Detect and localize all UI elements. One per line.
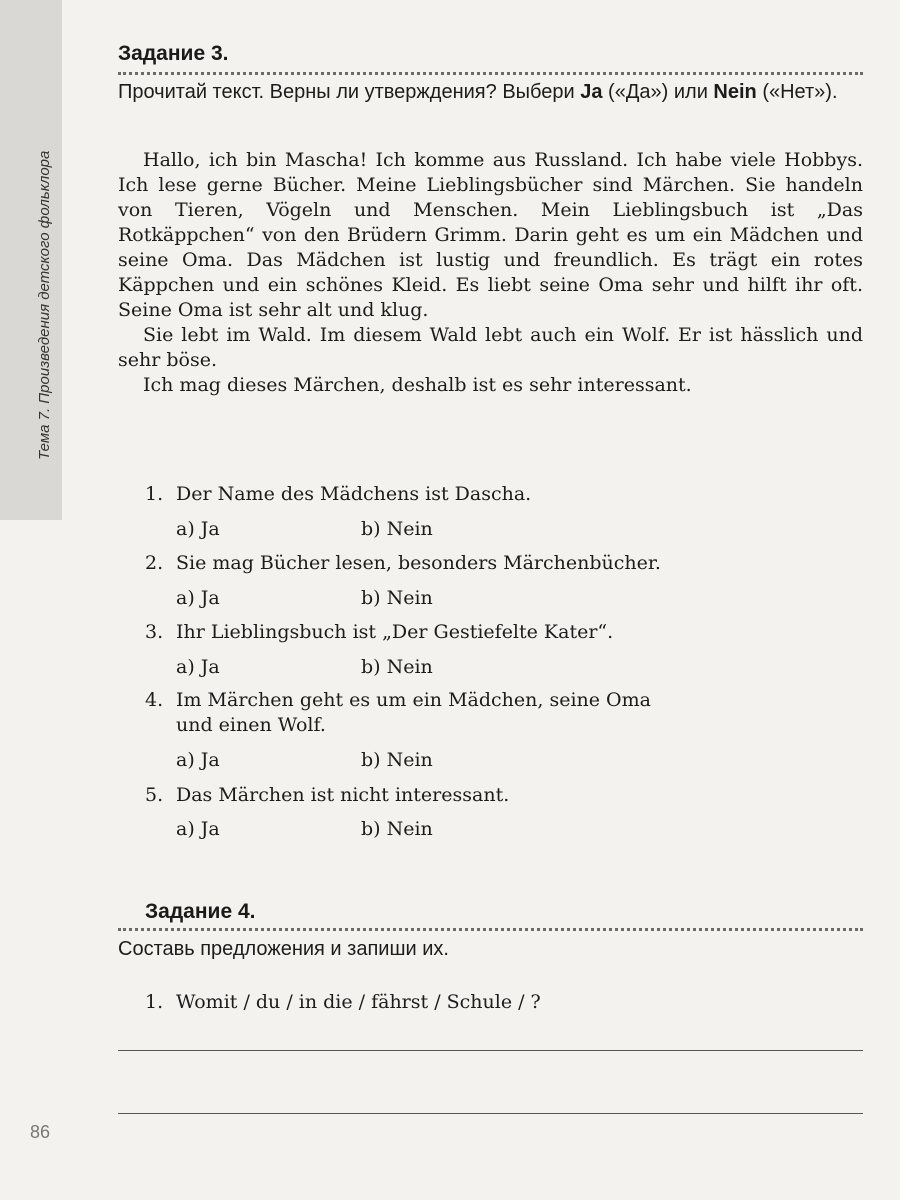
question-text: Das Märchen ist nicht interessant. [176, 784, 510, 806]
question-5 [145, 783, 865, 808]
answer-line[interactable] [118, 1113, 863, 1114]
question-2 [145, 551, 865, 576]
task3-heading: Задание 3. [118, 42, 229, 65]
task3-divider [118, 72, 863, 75]
question-text: Im Märchen geht es um ein Mädchen, seine Oma [176, 689, 651, 711]
instruction-text: Прочитай текст. Верны ли утверждения? Выбери [118, 81, 581, 103]
sentence-number: 1. [145, 991, 164, 1013]
answer-line[interactable] [118, 1050, 863, 1051]
question-5-option-b[interactable]: b) Nein [361, 818, 433, 840]
task4-divider [118, 928, 863, 931]
question-text: Der Name des Mädchens ist Dascha. [176, 483, 532, 505]
chapter-title: Тема 7. Произведения детского фольклора [36, 150, 53, 460]
instruction-nein: Nein [713, 81, 757, 103]
question-2-option-a[interactable]: a) Ja [176, 587, 220, 609]
question-1 [145, 482, 865, 507]
question-number: 3. [145, 621, 164, 643]
task3-instruction [118, 80, 863, 105]
question-2-option-b[interactable]: b) Nein [361, 587, 433, 609]
scrambled-sentence-1 [145, 990, 541, 1015]
question-number: 5. [145, 784, 164, 806]
question-text: Sie mag Bücher lesen, besonders Märchenbücher. [176, 552, 661, 574]
instruction-text: («Нет»). [756, 81, 838, 103]
question-3-option-a[interactable]: a) Ja [176, 656, 220, 678]
question-4-option-b[interactable]: b) Nein [361, 749, 433, 771]
question-number: 2. [145, 552, 164, 574]
reading-paragraph: Hallo, ich bin Mascha! Ich komme aus Russland. Ich habe viele Hobbys. Ich lese gerne Bücher. Meine Lieblingsbücher sind Märchen. Sie handeln von Tieren, Vögeln und Menschen. Mein Lieblingsbuch ist „Das Rotkäppchen“ von den Brüdern Grimm. Darin geht es um ein Mädchen und seine Oma. Das Mädchen ist lustig und freundlich. Es trägt ein rotes Käppchen und ein schönes Kleid. Es liebt seine Oma sehr und hilft ihr oft. Seine Oma ist sehr alt und klug. [118, 149, 863, 321]
question-3 [145, 620, 865, 645]
page-number: 86 [30, 1122, 51, 1142]
reading-paragraph: Sie lebt im Wald. Im diesem Wald lebt auch ein Wolf. Er ist hässlich und sehr böse. [118, 324, 863, 371]
task4-heading: Задание 4. [145, 900, 256, 923]
question-text: Ihr Lieblingsbuch ist „Der Gestiefelte Kater“. [176, 621, 614, 643]
question-5-option-a[interactable]: a) Ja [176, 818, 220, 840]
question-4 [145, 688, 865, 738]
reading-text [118, 148, 863, 398]
task4-instruction: Составь предложения и запиши их. [118, 938, 449, 960]
reading-paragraph: Ich mag dieses Märchen, deshalb ist es sehr interessant. [143, 374, 692, 396]
question-text-continuation: und einen Wolf. [176, 714, 326, 736]
instruction-text: («Да») или [602, 81, 714, 103]
instruction-ja: Ja [580, 81, 603, 103]
question-3-option-b[interactable]: b) Nein [361, 656, 433, 678]
question-1-option-a[interactable]: a) Ja [176, 518, 220, 540]
sentence-words: Womit / du / in die / fährst / Schule / ? [176, 991, 541, 1013]
question-number: 1. [145, 483, 164, 505]
question-4-option-a[interactable]: a) Ja [176, 749, 220, 771]
question-number: 4. [145, 689, 164, 711]
question-1-option-b[interactable]: b) Nein [361, 518, 433, 540]
